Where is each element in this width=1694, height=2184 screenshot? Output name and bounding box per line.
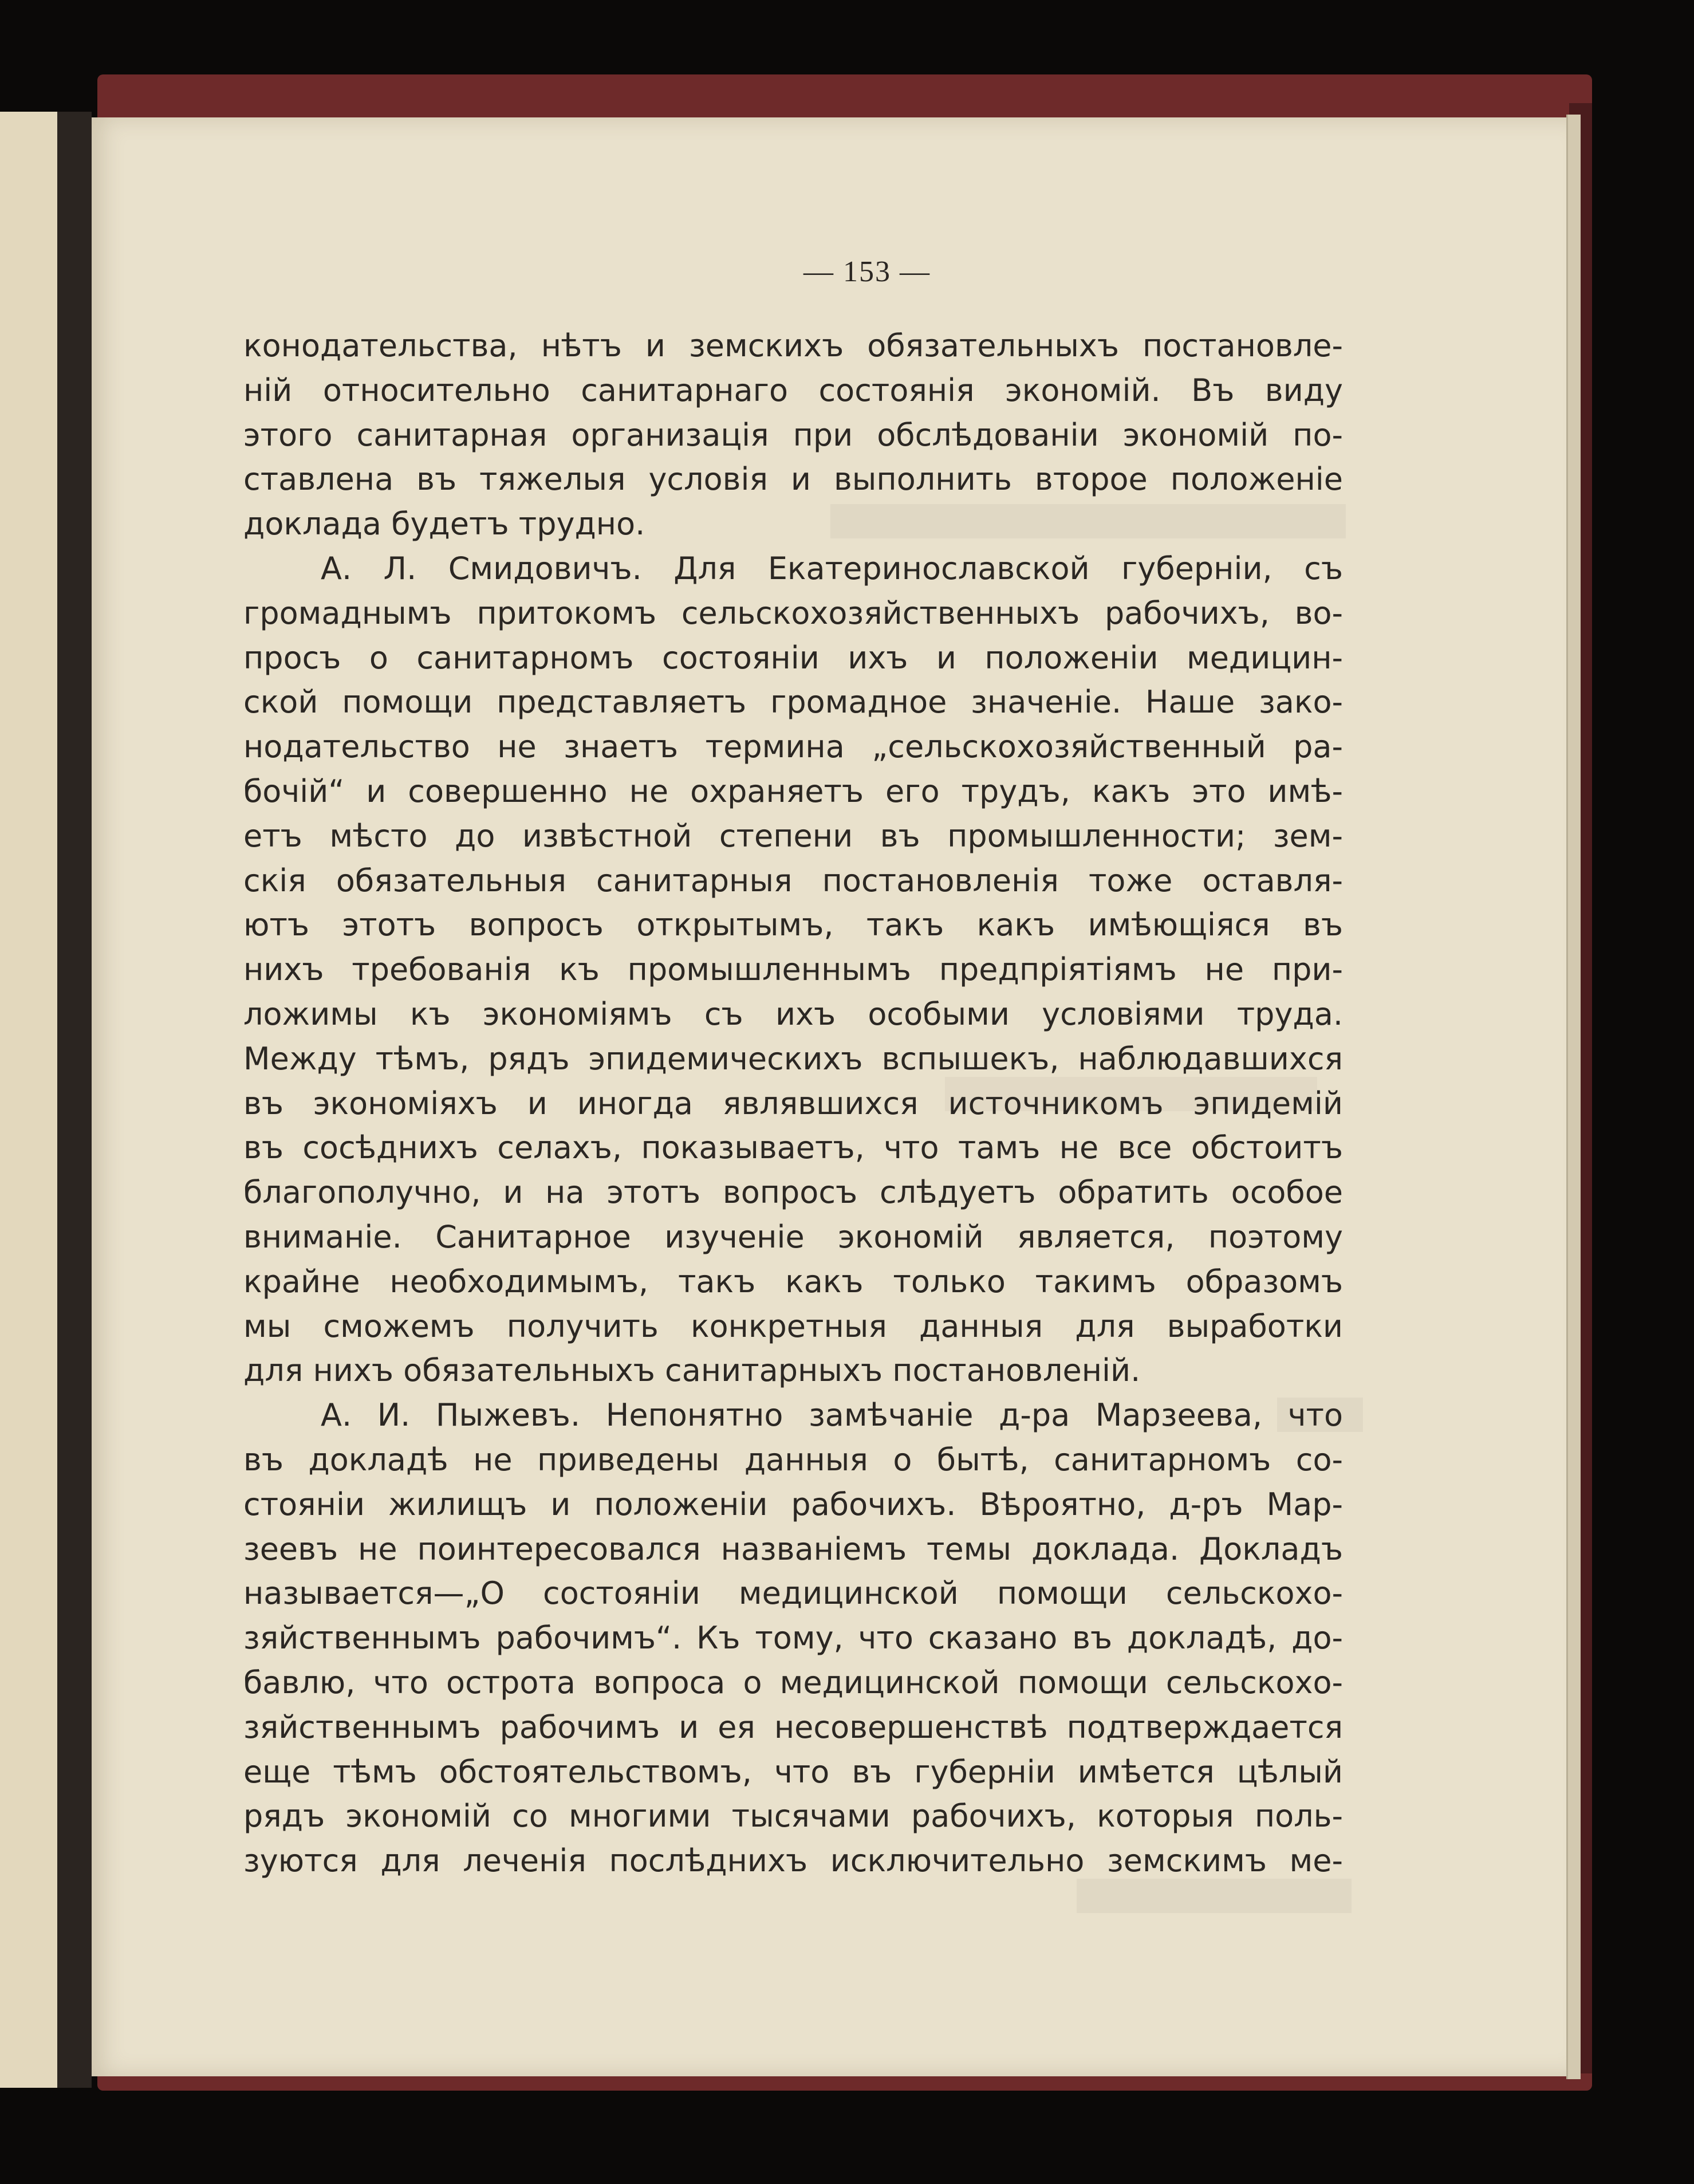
text-line: въ докладѣ не приведены данныя о бытѣ, санитарномъ со- <box>243 1441 1343 1478</box>
text-line: етъ мѣсто до извѣстной степени въ промышленности; зем- <box>243 817 1343 854</box>
text-line: этого санитарная организація при обслѣдованіи экономій по- <box>243 416 1343 453</box>
text-line: крайне необходимымъ, такъ какъ только такимъ образомъ <box>243 1263 1343 1300</box>
text-line: нихъ требованія къ промышленнымъ предпріятіямъ не при- <box>243 951 1343 988</box>
text-line: А. Л. Смидовичъ. Для Екатеринославской губерніи, съ <box>321 550 1343 587</box>
text-line: ложимы къ экономіямъ съ ихъ особыми условіями труда. <box>243 995 1343 1032</box>
text-line: бочій“ и совершенно не охраняетъ его трудъ, какъ это имѣ- <box>243 773 1343 809</box>
text-line: зеевъ не поинтересовался названіемъ темы доклада. Докладъ <box>243 1530 1343 1567</box>
text-line: мы сможемъ получить конкретныя данныя для выработки <box>243 1308 1343 1344</box>
text-line: зуются для леченія послѣднихъ исключительно земскимъ ме- <box>243 1843 1343 1879</box>
text-line: ній относительно санитарнаго состоянія экономій. Въ виду <box>243 372 1343 408</box>
text-line: стояніи жилищъ и положеніи рабочихъ. Вѣроятно, д-ръ Мар- <box>243 1486 1343 1522</box>
text-line: зяйственнымъ рабочимъ“. Къ тому, что сказано въ докладѣ, до- <box>243 1620 1343 1656</box>
text-line: рядъ экономій со многими тысячами рабочихъ, которыя поль- <box>243 1798 1343 1835</box>
text-line: ской помощи представляетъ громадное значеніе. Наше зако- <box>243 684 1343 721</box>
text-line: для нихъ обязательныхъ санитарныхъ постановленій. <box>243 1352 1141 1389</box>
text-line: называется—„О состояніи медицинской помощи сельскохо- <box>243 1575 1343 1612</box>
page-edge <box>1566 115 1581 2079</box>
text-line: бавлю, что острота вопроса о медицинской помощи сельскохо- <box>243 1664 1343 1701</box>
text-line: зяйственнымъ рабочимъ и ея несовершенствѣ подтверждается <box>243 1709 1343 1745</box>
page-number: — 153 — <box>803 255 931 288</box>
text-line: скія обязательныя санитарныя постановленія тоже оставля- <box>243 862 1343 899</box>
text-line: нодательство не знаетъ термина „сельскохозяйственный ра- <box>243 729 1343 765</box>
text-line: А. И. Пыжевъ. Непонятно замѣчаніе д-ра Марзеева, что <box>321 1397 1343 1434</box>
text-line: конодательства, нѣтъ и земскихъ обязательныхъ постановле- <box>243 328 1343 364</box>
text-line: громаднымъ притокомъ сельскохозяйственныхъ рабочихъ, во- <box>243 595 1343 631</box>
text-line: ютъ этотъ вопросъ открытымъ, такъ какъ имѣющіяся въ <box>243 907 1343 943</box>
text-line: въ сосѣднихъ селахъ, показываетъ, что тамъ не все обстоитъ <box>243 1130 1343 1166</box>
text-line: еще тѣмъ обстоятельствомъ, что въ губерніи имѣется цѣлый <box>243 1753 1343 1790</box>
body-text <box>243 324 1343 1883</box>
text-line: Между тѣмъ, рядъ эпидемическихъ вспышекъ, наблюдавшихся <box>243 1040 1343 1077</box>
gutter-shadow <box>57 112 92 2088</box>
text-line: доклада будетъ трудно. <box>243 506 645 542</box>
text-line: ставлена въ тяжелыя условія и выполнить второе положеніе <box>243 461 1343 498</box>
text-line: вниманіе. Санитарное изученіе экономій является, поэтому <box>243 1218 1343 1255</box>
text-line: благополучно, и на этотъ вопросъ слѣдуетъ обратить особое <box>243 1174 1343 1211</box>
text-line: въ экономіяхъ и иногда являвшихся источникомъ эпидемій <box>243 1085 1343 1121</box>
text-line: просъ о санитарномъ состояніи ихъ и положеніи медицин- <box>243 639 1343 676</box>
